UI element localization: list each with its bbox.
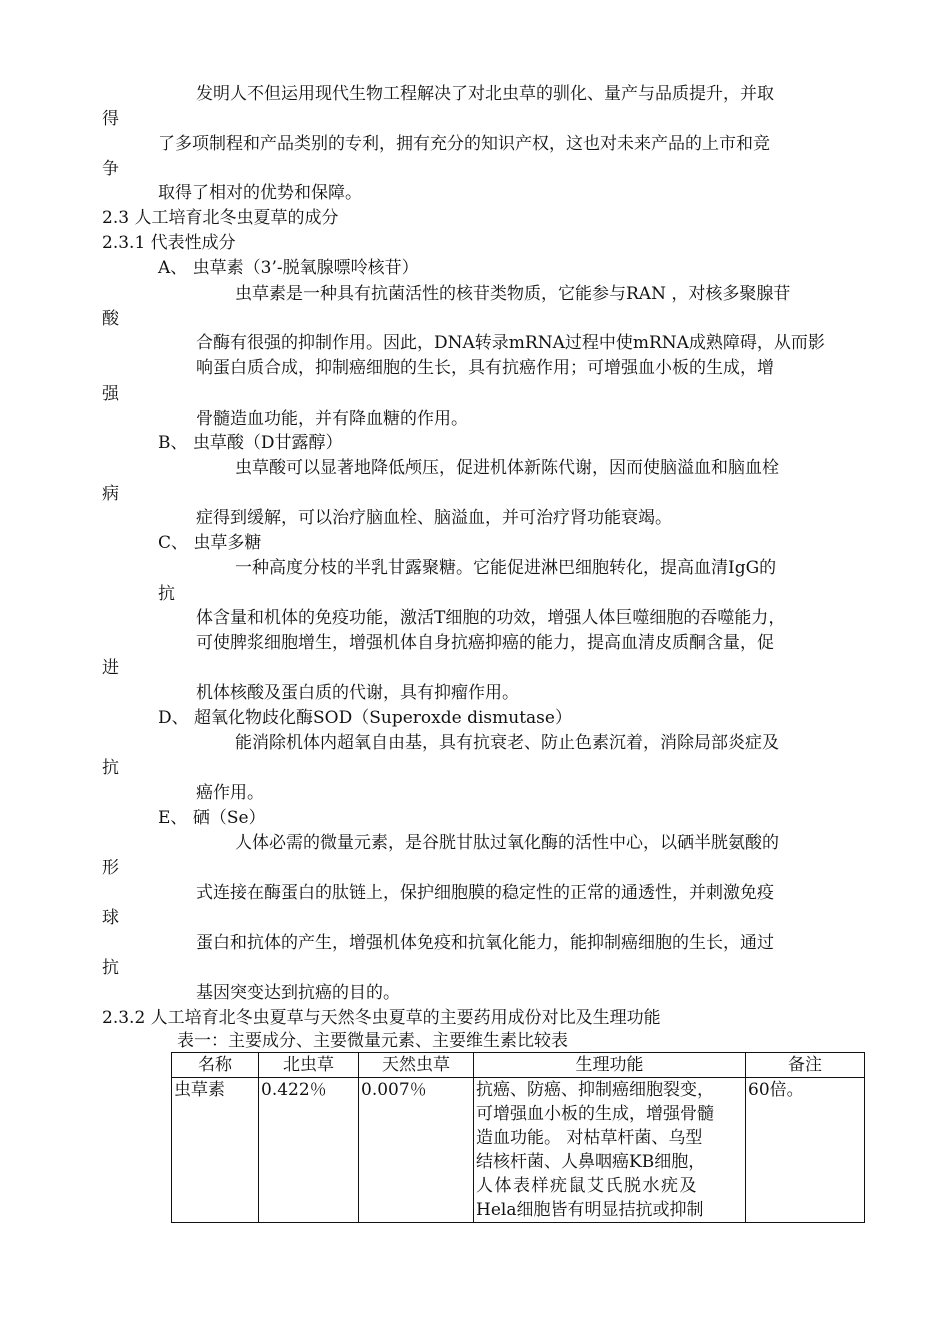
table-caption: 表一：主要成分、主要微量元素、主要维生素比较表 <box>177 1031 568 1051</box>
paragraph-line: 症得到缓解，可以治疗脑血栓、脑溢血，并可治疗肾功能衰竭。 <box>196 508 672 528</box>
paragraph-line: 蛋白和抗体的产生，增强机体免疫和抗氧化能力，能抑制癌细胞的生长，通过 <box>196 933 774 953</box>
function-line: 造血功能。 对枯草杆菌、乌型 <box>476 1128 703 1148</box>
paragraph-line: 虫草素是一种具有抗菌活性的核苷类物质，它能参与RAN ，对核多聚腺苷 <box>235 284 791 304</box>
item-heading: A、 虫草素（3’-脱氧腺嘌呤核苷） <box>158 258 419 278</box>
paragraph-line: 抗 <box>102 958 119 978</box>
section-heading: 2.3 人工培育北冬虫夏草的成分 <box>102 208 339 228</box>
function-line: 结核杆菌、人鼻咽癌KB细胞， <box>476 1152 706 1172</box>
table-row <box>172 1078 865 1223</box>
paragraph-line: 进 <box>102 658 119 678</box>
paragraph-line: 虫草酸可以显著地降低颅压，促进机体新陈代谢，因而使脑溢血和脑血栓 <box>235 458 779 478</box>
paragraph-line: 骨髓造血功能，并有降血糖的作用。 <box>196 409 468 429</box>
paragraph-line: 抗 <box>102 758 119 778</box>
item-heading: D、 超氧化物歧化酶SOD（Superoxde dismutase） <box>158 708 572 728</box>
subsection-heading: 2.3.2 人工培育北冬虫夏草与天然冬虫夏草的主要药用成份对比及生理功能 <box>102 1008 661 1028</box>
header-bei: 北虫草 <box>259 1053 359 1078</box>
header-name: 名称 <box>172 1053 259 1078</box>
paragraph-line: 取得了相对的优势和保障。 <box>158 183 362 203</box>
paragraph-line: 一种高度分枝的半乳甘露聚糖。它能促进淋巴细胞转化，提高血清IgG的 <box>235 558 777 578</box>
item-heading: E、 硒（Se） <box>158 808 266 828</box>
paragraph-line: 可使脾浆细胞增生，增强机体自身抗癌抑癌的能力，提高血清皮质酮含量，促 <box>196 633 774 653</box>
item-heading: C、 虫草多糖 <box>158 533 262 553</box>
paragraph-line: 得 <box>102 109 119 129</box>
cell-tianran: 0.007％ <box>359 1078 474 1223</box>
paragraph-line: 酸 <box>102 309 119 329</box>
header-note: 备注 <box>746 1053 865 1078</box>
paragraph-line: 式连接在酶蛋白的肽链上，保护细胞膜的稳定性的正常的通透性，并刺激免疫 <box>196 883 774 903</box>
paragraph-line: 球 <box>102 908 119 928</box>
header-function: 生理功能 <box>474 1053 746 1078</box>
cell-bei: 0.422％ <box>259 1078 359 1223</box>
paragraph-line: 了多项制程和产品类别的专利，拥有充分的知识产权，这也对未来产品的上市和竞 <box>158 134 770 154</box>
header-tianran: 天然虫草 <box>359 1053 474 1078</box>
paragraph-line: 强 <box>102 384 119 404</box>
paragraph-line: 形 <box>102 858 119 878</box>
item-heading: B、 虫草酸（D甘露醇） <box>158 433 343 453</box>
comparison-table <box>171 1052 865 1223</box>
table-header-row <box>172 1053 865 1078</box>
paragraph-line: 病 <box>102 484 119 504</box>
paragraph-line: 人体必需的微量元素，是谷胱甘肽过氧化酶的活性中心，以硒半胱氨酸的 <box>235 833 779 853</box>
paragraph-line: 响蛋白质合成，抑制癌细胞的生长，具有抗癌作用；可增强血小板的生成，增 <box>196 358 774 378</box>
paragraph-line: 能消除机体内超氧自由基，具有抗衰老、防止色素沉着，消除局部炎症及 <box>235 733 779 753</box>
cell-note: 60倍。 <box>746 1078 865 1223</box>
cell-name: 虫草素 <box>172 1078 259 1223</box>
cell-function <box>474 1078 746 1223</box>
function-line: 可增强血小板的生成，增强骨髓 <box>476 1104 714 1124</box>
paragraph-line: 癌作用。 <box>196 783 264 803</box>
paragraph-line: 基因突变达到抗癌的目的。 <box>196 983 400 1003</box>
paragraph-line: 抗 <box>158 584 175 604</box>
paragraph-line: 机体核酸及蛋白质的代谢，具有抑瘤作用。 <box>196 683 519 703</box>
function-line: 人体表样疣鼠艾氏脱水疣及 <box>476 1176 698 1196</box>
function-line: 抗癌、防癌、抑制癌细胞裂变， <box>476 1080 714 1100</box>
paragraph-line: 争 <box>102 159 119 179</box>
paragraph-line: 体含量和机体的免疫功能，激活T细胞的功效，增强人体巨噬细胞的吞噬能力， <box>196 608 786 628</box>
subsection-heading: 2.3.1 代表性成分 <box>102 233 236 253</box>
paragraph-line: 合酶有很强的抑制作用。因此，DNA转录mRNA过程中使mRNA成熟障碍，从而影 <box>196 333 825 353</box>
paragraph-line: 发明人不但运用现代生物工程解决了对北虫草的驯化、量产与品质提升，并取 <box>196 84 774 104</box>
function-line: Hela细胞皆有明显拮抗或抑制 <box>476 1200 704 1220</box>
